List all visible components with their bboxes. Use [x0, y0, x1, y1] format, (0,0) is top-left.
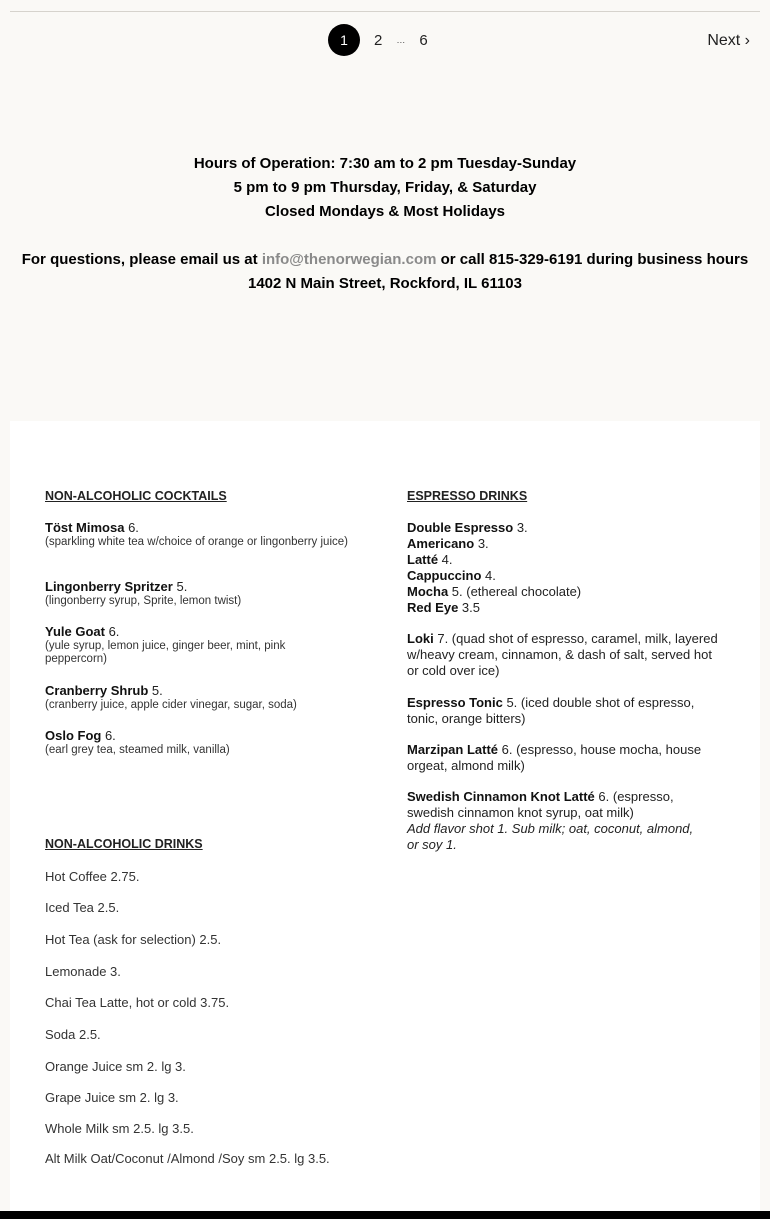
drink-item: Orange Juice sm 2. lg 3. [45, 1059, 186, 1074]
menu-item: Cranberry Shrub 5. (cranberry juice, apple cider vinegar, sugar, soda) [45, 683, 297, 711]
drink-item: Whole Milk sm 2.5. lg 3.5. [45, 1121, 194, 1136]
menu-item: Oslo Fog 6. (earl grey tea, steamed milk, vanilla) [45, 728, 230, 756]
contact-text-phone: or call 815-329-6191 during business hours [436, 251, 749, 268]
menu-image [10, 421, 760, 1211]
hours-info [10, 152, 760, 224]
page-6-link[interactable]: 6 [419, 31, 428, 49]
menu-item: Loki 7. (quad shot of espresso, caramel, milk, layered w/heavy cream, cinnamon, & dash of salt, served hot or cold over ice) [407, 631, 718, 678]
contact-text: For questions, please email us at [21, 251, 262, 268]
menu-item: Double Espresso 3. [407, 520, 528, 535]
drinks-heading: NON-ALCOHOLIC DRINKS [45, 837, 203, 851]
hours-line-2: 5 pm to 9 pm Thursday, Friday, & Saturday [233, 179, 537, 196]
drink-item: Alt Milk Oat/Coconut /Almond /Soy sm 2.5. lg 3.5. [45, 1151, 330, 1166]
espresso-heading: ESPRESSO DRINKS [407, 489, 528, 503]
address: 1402 N Main Street, Rockford, IL 61103 [247, 275, 522, 292]
pagination [328, 24, 428, 56]
email-link[interactable]: info@thenorwegian.com [261, 251, 437, 268]
drink-item: Hot Tea (ask for selection) 2.5. [45, 932, 222, 947]
hours-line-1: Hours of Operation: 7:30 am to 2 pm Tuesday-Sunday [193, 155, 577, 172]
menu-item: Americano 3. [407, 536, 489, 551]
drink-item: Grape Juice sm 2. lg 3. [45, 1090, 179, 1105]
menu-item: Red Eye 3.5 [407, 600, 480, 615]
next-page-link[interactable]: Next › [707, 32, 750, 49]
contact-info [14, 248, 756, 296]
page-1-current[interactable]: 1 [328, 24, 360, 56]
menu-item: Töst Mimosa 6. (sparkling white tea w/choice of orange or lingonberry juice) [45, 520, 348, 548]
drink-item: Iced Tea 2.5. [45, 900, 120, 915]
menu-item: Yule Goat 6. (yule syrup, lemon juice, ginger beer, mint, pink peppercorn) [45, 624, 286, 665]
menu-item: Lingonberry Spritzer 5. (lingonberry syrup, Sprite, lemon twist) [45, 579, 242, 607]
contact-line [14, 248, 756, 272]
page-ellipsis: … [396, 35, 406, 45]
drink-item: Lemonade 3. [45, 964, 121, 979]
espresso-list [407, 520, 727, 616]
divider [10, 11, 760, 12]
footer-bar [0, 1211, 770, 1219]
drink-item: Hot Coffee 2.75. [45, 869, 140, 884]
menu-item: Cappuccino 4. [407, 568, 496, 583]
menu-item: Espresso Tonic 5. (iced double shot of espresso, tonic, orange bitters) [407, 695, 695, 726]
drink-item: Soda 2.5. [45, 1027, 101, 1042]
drink-item: Chai Tea Latte, hot or cold 3.75. [45, 995, 230, 1010]
hours-line-3: Closed Mondays & Most Holidays [264, 203, 506, 220]
menu-item: Latté 4. [407, 552, 453, 567]
page-2-link[interactable]: 2 [374, 31, 383, 49]
menu-item: Marzipan Latté 6. (espresso, house mocha, house orgeat, almond milk) [407, 742, 702, 773]
menu-item: Swedish Cinnamon Knot Latté 6. (espresso, swedish cinnamon knot syrup, oat milk) Add flavor shot 1. Sub milk; oat, coconut, almond, or soy 1. [407, 789, 694, 852]
flavor-note: Add flavor shot 1. Sub milk; oat, coconut, almond, or soy 1. [407, 821, 694, 852]
cocktails-heading: NON-ALCOHOLIC COCKTAILS [45, 489, 227, 503]
menu-item: Mocha 5. (ethereal chocolate) [407, 584, 582, 599]
